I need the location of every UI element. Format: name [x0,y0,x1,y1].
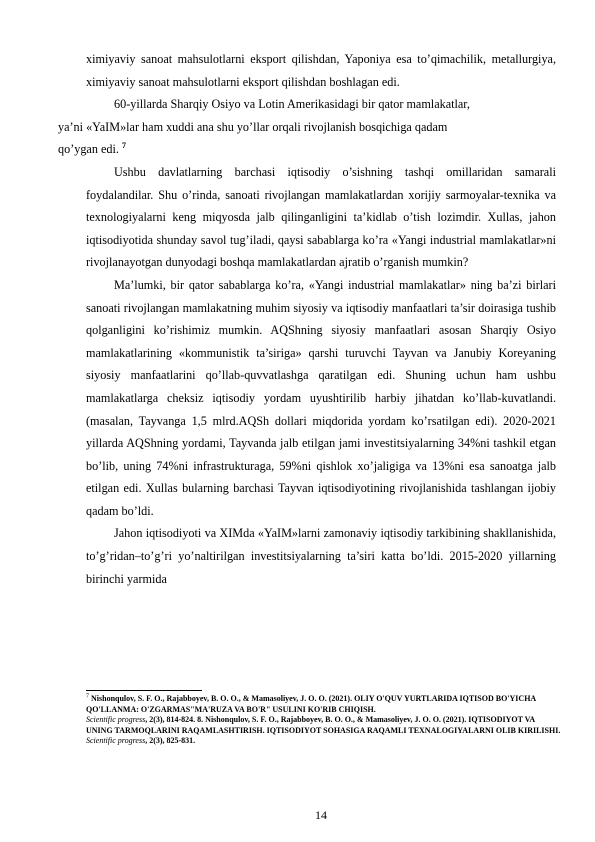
footnote-reference: 7 [121,141,126,151]
footnote-separator [86,690,202,691]
footnote-journal-2: Scientific progress [86,736,146,746]
footnote-journal-1: Scientific progress [86,715,146,725]
paragraph-2-line-3 [58,138,126,161]
paragraph-1: ximiyaviy sanoat mahsulotlarni eksport qilishdan, Yaponiya esa to’qimachilik, metallurgiya, ximiyaviy sanoat mahsulotlarni eksport qilishdan boshlagan edi. [86,52,556,89]
footnote-citation-1: Nishonqulov, S. F. O., Rajabboyev, B. O. O., & Mamasoliyev, J. O. O. (2021). OLIY O'QUV YURTLARIDA IQTISOD BO'YICHA QO'LLANMA: O'ZGARMAS"MA'RUZA VA BO'R" USULINI KO'RIB CHIQISH. [86,694,536,714]
body-text [58,48,556,590]
paragraph-2-line-2: ya’ni «YaIM»lar ham xuddi ana shu yo’llar orqali rivojlanish bosqichiga qadam [58,119,448,134]
footnote [86,694,561,747]
paragraph-5: Jahon iqtisodiyoti va XIMda «YaIM»larni zamonaviy iqtisodiy tarkibining shakllanishida, to’g’ridan–to’g’ri yo’naltirilgan investitsiyalarning ta’siri katta bo’ldi. 2015-2020 yillarning birinchi yarmida [86,526,556,586]
paragraph-3: Ushbu davlatlarning barchasi iqtisodiy o’sishning tashqi omillaridan samarali foydalandilar. Shu o’rinda, sanoati rivojlangan mamlakatlardan xorijiy sarmoyalar-texnika va texnologiyalarni keng miqyosda jalb qilinganligini ta’kidlab o’tish lozimdir. Xullas, jahon iqtisodiyotida shunday savol tug’iladi, qaysi sabablarga ko’ra «Yangi industrial mamlakatlar»ni rivojlanayotgan dunyodagi boshqa mamlakatlardan ajratib o’rganish mumkin? [86,164,556,270]
footnote-citation-3: , 2(3), 825-831. [145,736,196,746]
paragraph-2-line-1: 60-yillarda Sharqiy Osiyo va Lotin Amerikasidagi bir qator mamlakatlar, [114,97,470,112]
page-number: 14 [315,808,327,822]
paragraph-4: Ma’lumki, bir qator sabablarga ko’ra, «Yangi industrial mamlakatlar» ning ba’zi birlari sanoati rivojlangan mamlakatning muhim siyosiy va iqtisodiy manfaatlari ta’sir doirasiga tushib qolganligini ko’rishimiz mumkin. AQShning siyosiy manfaatlari asosan Sharqiy Osiyo mamlakatlarining «kommunistik ta’siriga» qarshi turuvchi Tayvan va Janubiy Koreyaning siyosiy manfaatlarini qo’llab-quvvatlashga qaratilgan edi. Shuning uchun ham ushbu mamlakatlarga cheksiz iqtisodiy yordam uyushtirilib harbiy jihatdan ko’llab-kuvatlandi.(masalan, Tayvanga 1,5 mlrd.AQSh dollari miqdorida yordam ko’rsatilgan edi). 2020-2021 yillarda AQShning yordami, Tayvanda jalb etilgan jami investitsiyalarning 34%ni tashkil etgan bo’lib, uning 74%ni infrastrukturaga, 59%ni qishlok xo’jaligiga va 13%ni esa sanoatga jalb etilgan edi. Xullas bularning barchasi Tayvan iqtisodiyotining rivojlanishida tashlangan ijobiy qadam bo’ldi. [86,277,556,518]
footnote-number: 7 [86,693,89,700]
paragraph-2 [58,93,556,161]
paragraph-2-line-3-text: qo’ygan edi. [58,142,119,157]
footnote-citation-2: , 2(3), 814-824. 8. Nishonqulov, S. F. O., Rajabboyev, B. O. O., & Mamasoliyev, J. O. O. (2021). IQTISODIYOT VA UNING TARMOQLARINI RAQAMLASHTIRISH. IQTISODIYOT SOHASIGA RAQAMLI TEXNALOGIYALARNI OLIB KIRILISHI. [86,715,561,735]
